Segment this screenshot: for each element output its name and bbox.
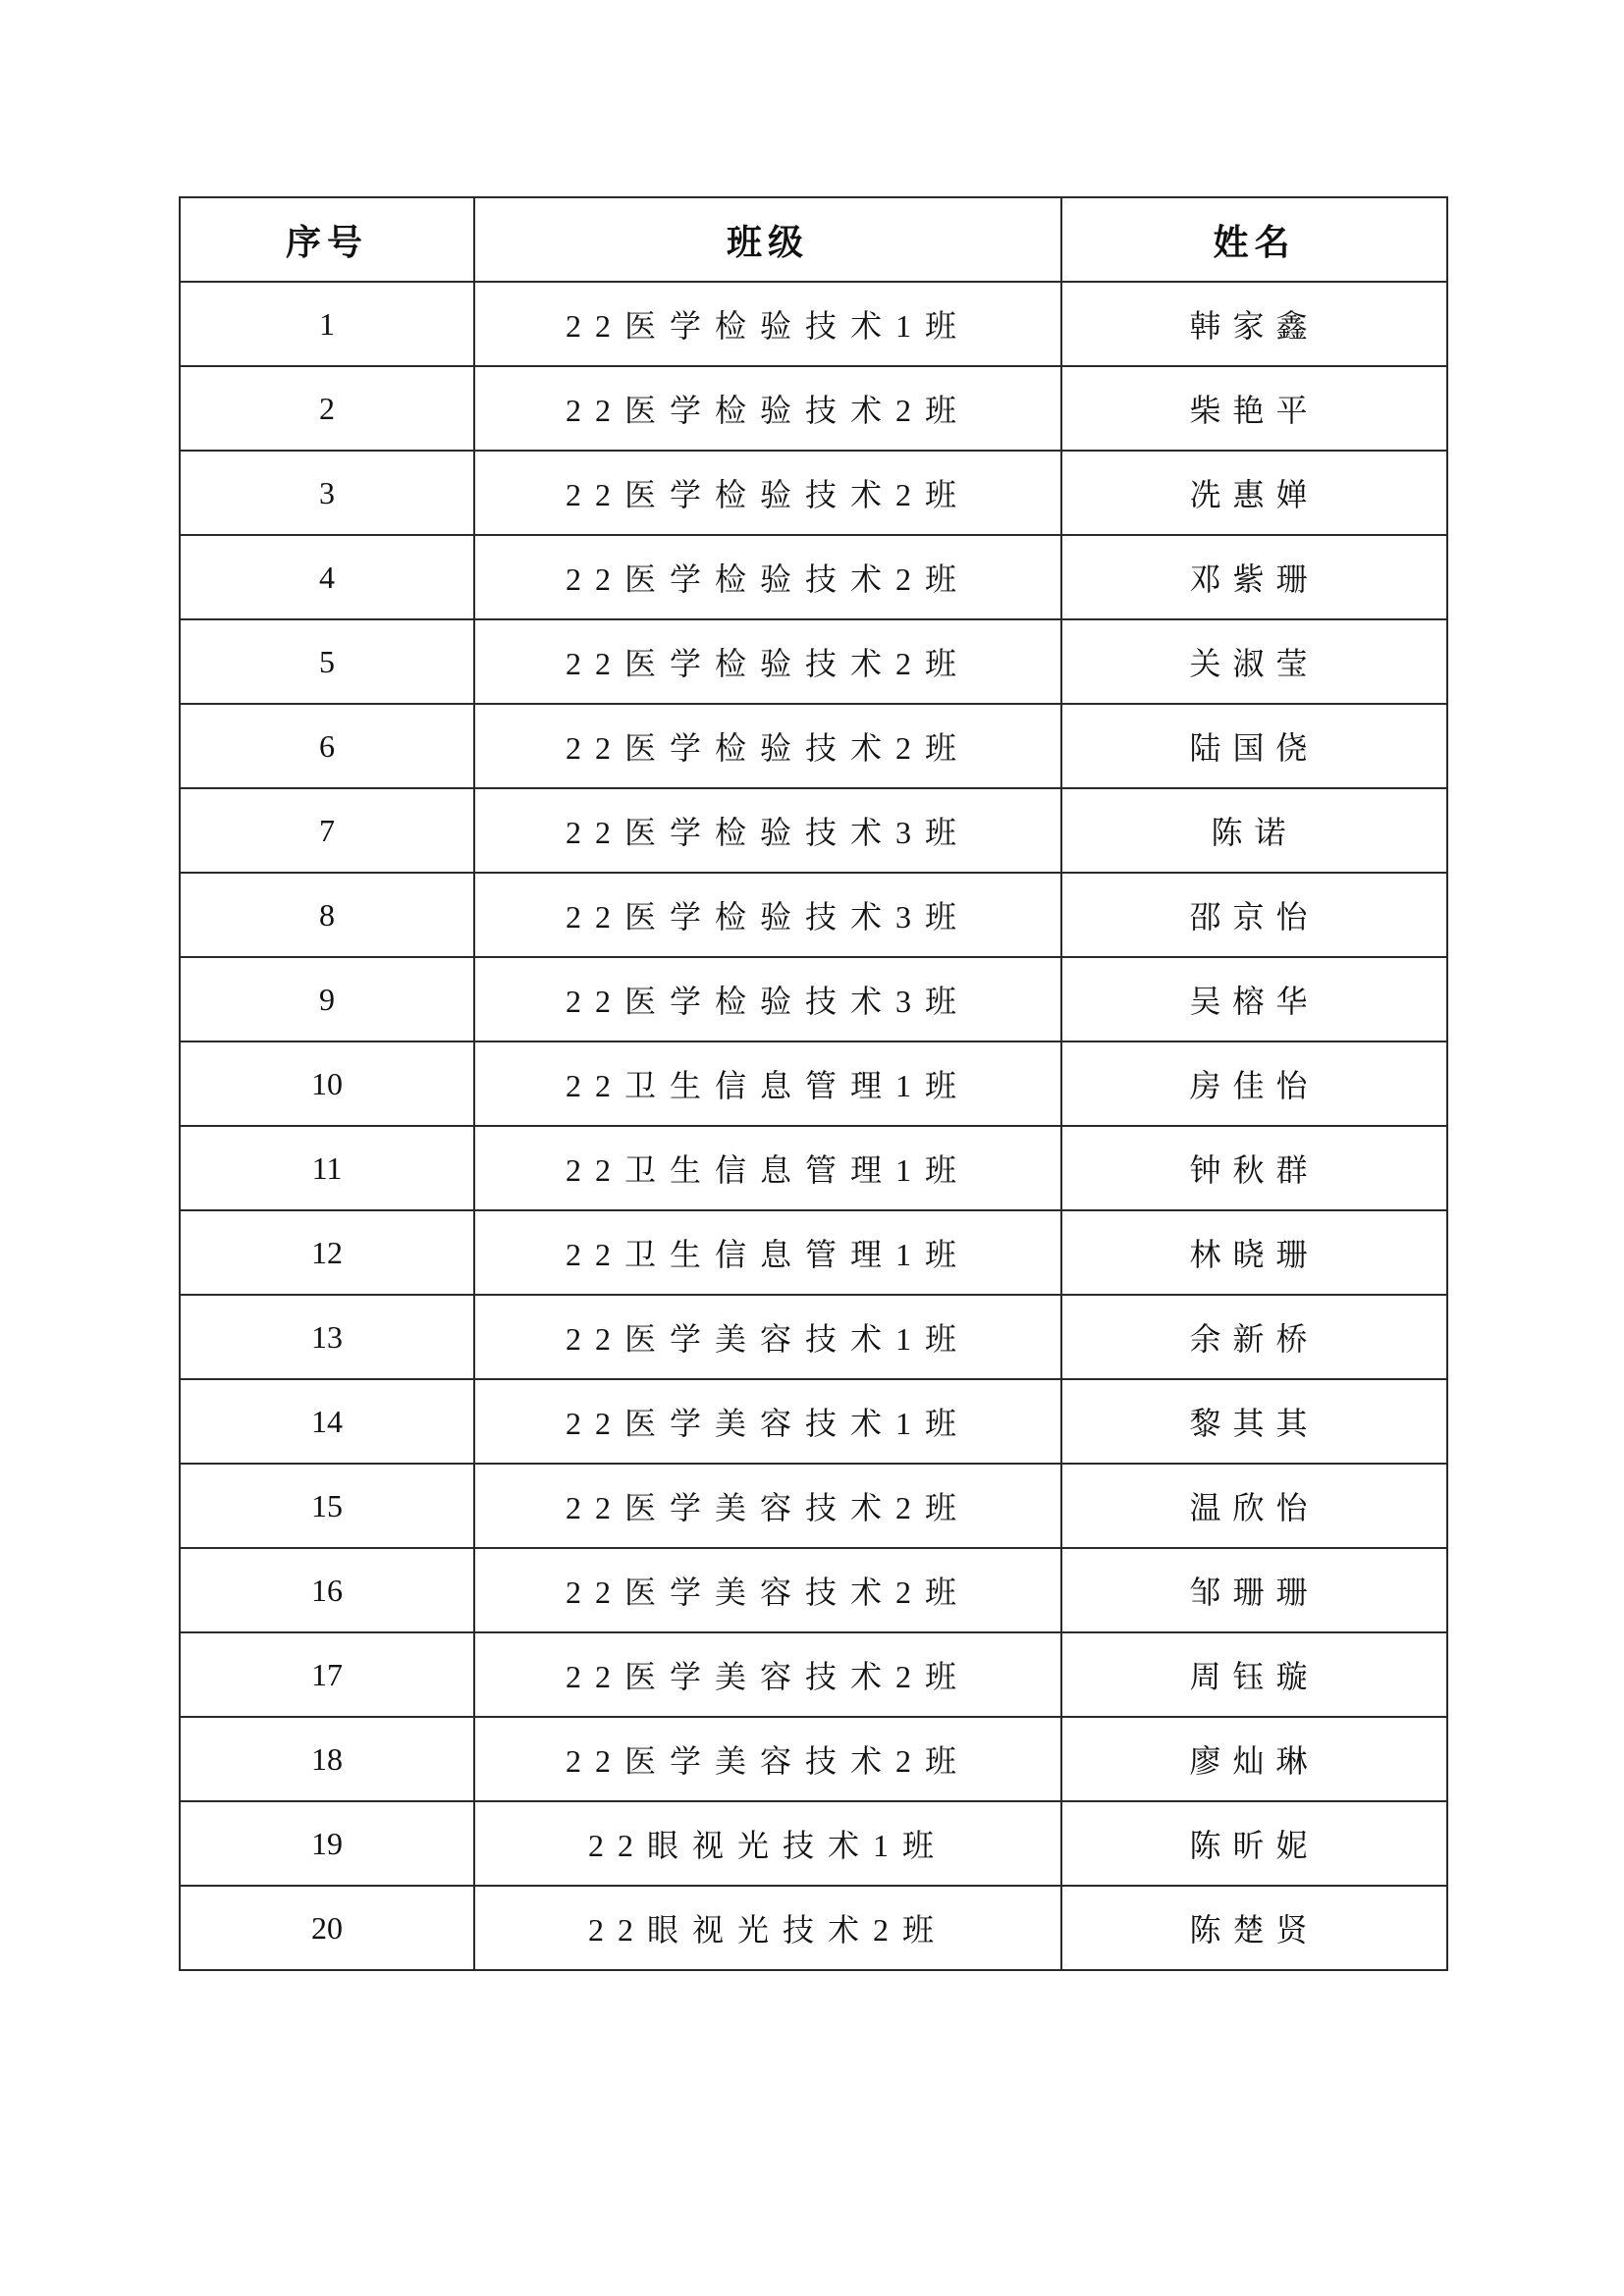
table-row [180, 1886, 1447, 1970]
cell-name: 柴艳平 [1061, 366, 1447, 451]
table-row [180, 366, 1447, 451]
table-row [180, 535, 1447, 619]
cell-name: 吴榕华 [1061, 957, 1447, 1041]
cell-name: 林晓珊 [1061, 1210, 1447, 1295]
cell-name: 邹珊珊 [1061, 1548, 1447, 1632]
table-row [180, 619, 1447, 704]
cell-class: 22医学美容技术2班 [474, 1548, 1061, 1632]
table-row [180, 873, 1447, 957]
table-row [180, 1126, 1447, 1210]
cell-class: 22医学检验技术3班 [474, 788, 1061, 873]
cell-name: 关淑莹 [1061, 619, 1447, 704]
header-name: 姓名 [1061, 197, 1447, 282]
cell-name: 陆国侥 [1061, 704, 1447, 788]
table-row [180, 282, 1447, 366]
cell-serial-number: 19 [180, 1801, 474, 1886]
cell-class: 22医学美容技术2班 [474, 1632, 1061, 1717]
cell-serial-number: 9 [180, 957, 474, 1041]
cell-name: 房佳怡 [1061, 1041, 1447, 1126]
table-row [180, 957, 1447, 1041]
cell-serial-number: 15 [180, 1464, 474, 1548]
cell-name: 邵京怡 [1061, 873, 1447, 957]
cell-class: 22卫生信息管理1班 [474, 1210, 1061, 1295]
cell-class: 22医学检验技术2班 [474, 451, 1061, 535]
cell-serial-number: 7 [180, 788, 474, 873]
cell-name: 陈昕妮 [1061, 1801, 1447, 1886]
cell-serial-number: 4 [180, 535, 474, 619]
table-row [180, 1632, 1447, 1717]
cell-class: 22医学检验技术3班 [474, 957, 1061, 1041]
table-header-row [180, 197, 1447, 282]
table-row [180, 1801, 1447, 1886]
table-row [180, 704, 1447, 788]
cell-class: 22医学检验技术3班 [474, 873, 1061, 957]
cell-serial-number: 8 [180, 873, 474, 957]
cell-class: 22眼视光技术2班 [474, 1886, 1061, 1970]
cell-serial-number: 3 [180, 451, 474, 535]
student-roster-table [179, 196, 1448, 1971]
cell-name: 陈诺 [1061, 788, 1447, 873]
cell-name: 温欣怡 [1061, 1464, 1447, 1548]
table-row [180, 451, 1447, 535]
cell-serial-number: 18 [180, 1717, 474, 1801]
cell-name: 冼惠婵 [1061, 451, 1447, 535]
cell-name: 余新桥 [1061, 1295, 1447, 1379]
table-row [180, 1295, 1447, 1379]
cell-class: 22医学检验技术2班 [474, 704, 1061, 788]
cell-class: 22医学美容技术1班 [474, 1295, 1061, 1379]
cell-class: 22医学美容技术1班 [474, 1379, 1061, 1464]
cell-serial-number: 13 [180, 1295, 474, 1379]
cell-class: 22医学检验技术2班 [474, 366, 1061, 451]
header-class: 班级 [474, 197, 1061, 282]
cell-name: 廖灿琳 [1061, 1717, 1447, 1801]
table-row [180, 788, 1447, 873]
cell-name: 周钰璇 [1061, 1632, 1447, 1717]
cell-serial-number: 12 [180, 1210, 474, 1295]
cell-serial-number: 1 [180, 282, 474, 366]
cell-name: 黎其其 [1061, 1379, 1447, 1464]
cell-name: 韩家鑫 [1061, 282, 1447, 366]
cell-name: 邓紫珊 [1061, 535, 1447, 619]
table-row [180, 1548, 1447, 1632]
cell-class: 22医学检验技术2班 [474, 535, 1061, 619]
cell-serial-number: 6 [180, 704, 474, 788]
cell-class: 22医学美容技术2班 [474, 1464, 1061, 1548]
cell-class: 22卫生信息管理1班 [474, 1126, 1061, 1210]
cell-serial-number: 11 [180, 1126, 474, 1210]
cell-serial-number: 17 [180, 1632, 474, 1717]
cell-serial-number: 5 [180, 619, 474, 704]
cell-serial-number: 2 [180, 366, 474, 451]
cell-name: 钟秋群 [1061, 1126, 1447, 1210]
cell-serial-number: 20 [180, 1886, 474, 1970]
table-row [180, 1210, 1447, 1295]
cell-class: 22医学检验技术1班 [474, 282, 1061, 366]
cell-class: 22医学美容技术2班 [474, 1717, 1061, 1801]
table-row [180, 1717, 1447, 1801]
cell-class: 22医学检验技术2班 [474, 619, 1061, 704]
cell-name: 陈楚贤 [1061, 1886, 1447, 1970]
table-row [180, 1041, 1447, 1126]
cell-serial-number: 16 [180, 1548, 474, 1632]
cell-serial-number: 14 [180, 1379, 474, 1464]
cell-class: 22眼视光技术1班 [474, 1801, 1061, 1886]
header-serial-number: 序号 [180, 197, 474, 282]
cell-serial-number: 10 [180, 1041, 474, 1126]
cell-class: 22卫生信息管理1班 [474, 1041, 1061, 1126]
table-row [180, 1464, 1447, 1548]
table-row [180, 1379, 1447, 1464]
